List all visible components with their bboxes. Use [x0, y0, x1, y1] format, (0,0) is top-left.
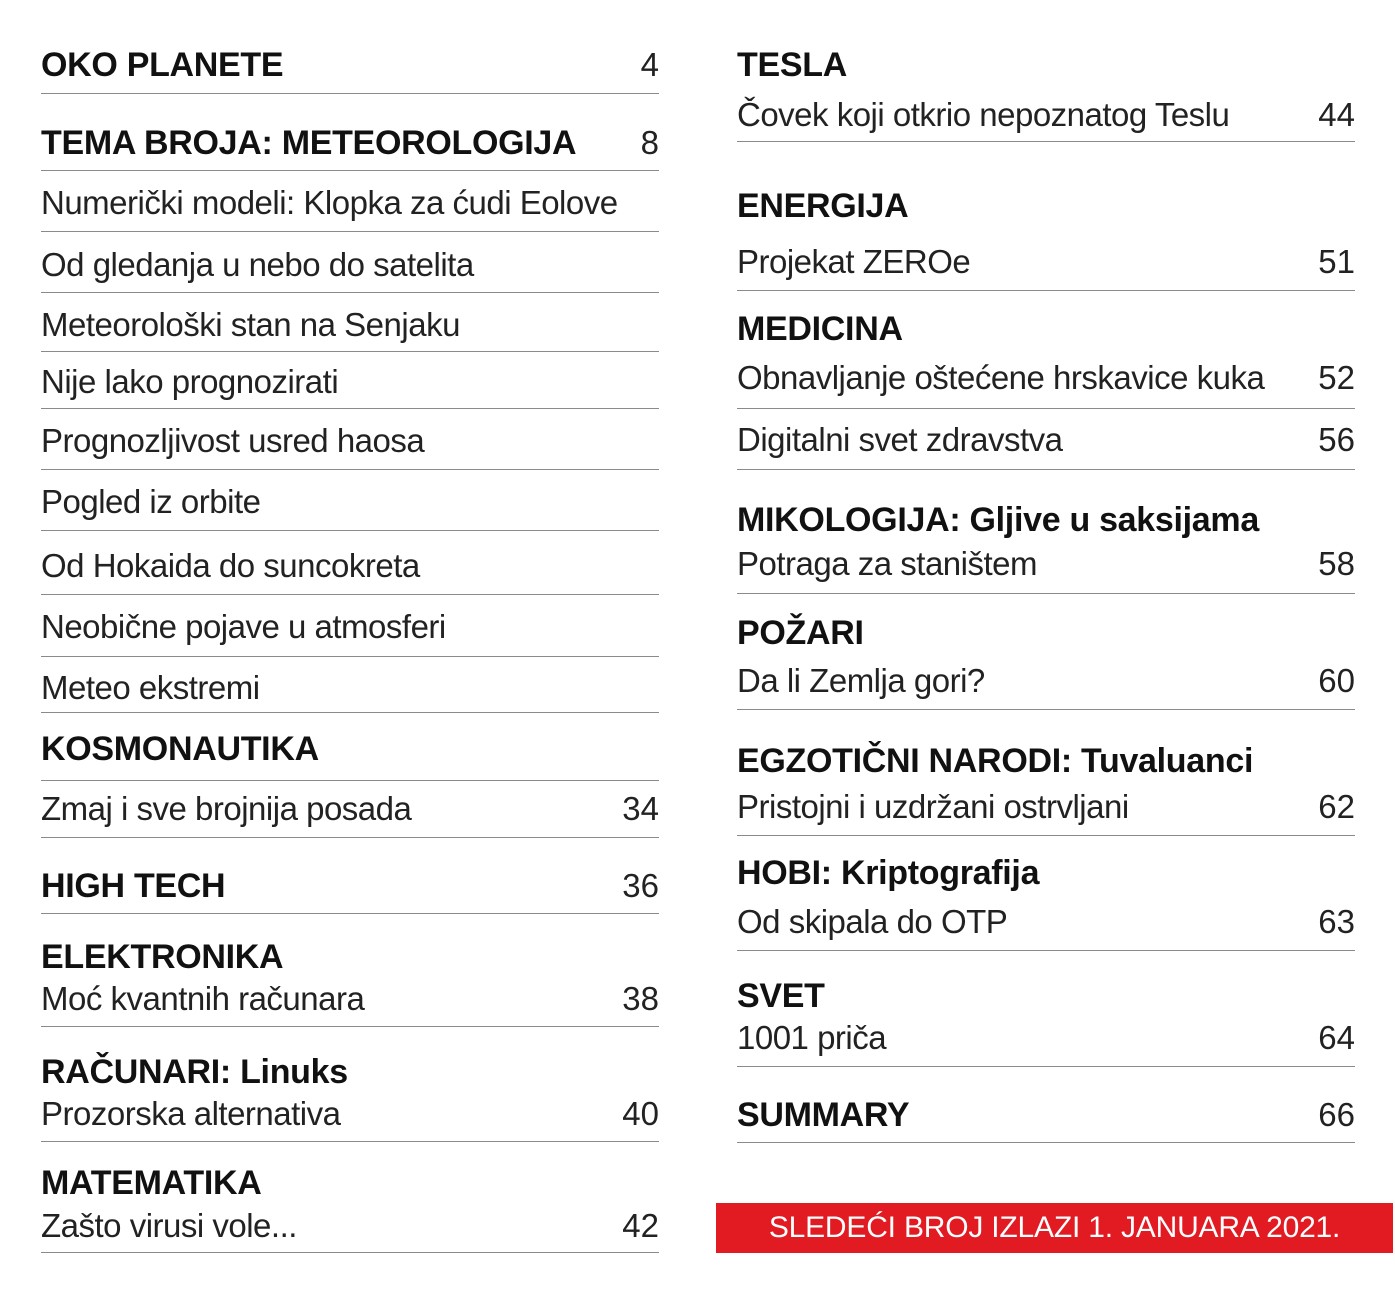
divider [41, 837, 659, 838]
article-title: Potraga za staništem [737, 545, 1037, 582]
section-heading-energija [737, 187, 1355, 226]
section-heading: EGZOTIČNI NARODI: Tuvaluanci [737, 742, 1254, 780]
section-heading-kosmonautika [41, 730, 659, 769]
section-heading-tesla [737, 46, 1355, 85]
divider [41, 408, 659, 409]
section-heading: ELEKTRONIKA [41, 938, 284, 976]
section-heading: ENERGIJA [737, 187, 909, 225]
article-title: 1001 priča [737, 1019, 887, 1056]
section-heading-hobi [737, 854, 1355, 893]
divider [737, 593, 1355, 594]
toc-item[interactable] [41, 246, 659, 284]
section-heading: MATEMATIKA [41, 1164, 262, 1202]
article-title: Da li Zemlja gori? [737, 662, 985, 699]
divider [41, 351, 659, 352]
divider [41, 170, 659, 171]
section-heading: TESLA [737, 46, 847, 84]
article-title: Zmaj i sve brojnija posada [41, 790, 412, 827]
article-title: Od gledanja u nebo do satelita [41, 246, 474, 283]
section-heading: SVET [737, 977, 825, 1015]
section-heading-mikologija [737, 501, 1355, 540]
toc-item[interactable] [41, 547, 659, 585]
toc-item[interactable] [41, 669, 659, 707]
article-title: Obnavljanje oštećene hrskavice kuka [737, 359, 1265, 396]
article-title: Digitalni svet zdravstva [737, 421, 1063, 458]
article-title: Od skipala do OTP [737, 903, 1008, 940]
article-title: Neobične pojave u atmosferi [41, 608, 446, 645]
toc-item[interactable] [41, 306, 659, 344]
toc-item[interactable] [737, 243, 1355, 281]
toc-item[interactable] [737, 421, 1355, 459]
divider [41, 594, 659, 595]
page-number: 40 [622, 1095, 659, 1132]
divider [737, 408, 1355, 409]
toc-item[interactable] [41, 483, 659, 521]
article-title: Meteo ekstremi [41, 669, 260, 706]
toc-item[interactable] [41, 363, 659, 401]
toc-item[interactable] [737, 788, 1355, 826]
toc-item[interactable] [41, 608, 659, 646]
divider [41, 1141, 659, 1142]
article-title: Meteorološki stan na Senjaku [41, 306, 460, 343]
page-number: 38 [622, 980, 659, 1017]
toc-item[interactable] [41, 422, 659, 460]
page-number: 58 [1318, 545, 1355, 582]
article-title: Pogled iz orbite [41, 483, 261, 520]
article-title: Zašto virusi vole... [41, 1207, 297, 1244]
divider [41, 231, 659, 232]
toc-item[interactable] [737, 1019, 1355, 1057]
article-title: Projekat ZEROe [737, 243, 971, 280]
divider [737, 709, 1355, 710]
article-title: Čovek koji otkrio nepoznatog Teslu [737, 96, 1230, 133]
section-heading: TEMA BROJA: METEOROLOGIJA [41, 124, 577, 162]
divider [41, 530, 659, 531]
toc-item[interactable] [737, 96, 1355, 134]
section-heading-pozari [737, 614, 1355, 653]
divider [41, 1252, 659, 1253]
section-heading-medicina [737, 310, 1355, 349]
divider [41, 656, 659, 657]
page-number: 4 [640, 46, 659, 83]
page-number: 66 [1318, 1096, 1355, 1133]
toc-item[interactable] [737, 662, 1355, 700]
divider [737, 1142, 1355, 1143]
article-title: Prognozljivost usred haosa [41, 422, 425, 459]
article-title: Numerički modeli: Klopka za ćudi Eolove [41, 184, 618, 221]
page-number: 56 [1318, 421, 1355, 458]
divider [737, 290, 1355, 291]
toc-item[interactable] [41, 980, 659, 1018]
article-title: Pristojni i uzdržani ostrvljani [737, 788, 1129, 825]
toc-entry-oko-planete[interactable] [41, 46, 659, 85]
page-number: 62 [1318, 788, 1355, 825]
article-title: Nije lako prognozirati [41, 363, 339, 400]
divider [737, 1066, 1355, 1067]
article-title: Od Hokaida do suncokreta [41, 547, 420, 584]
page-number: 36 [622, 867, 659, 904]
divider [41, 1026, 659, 1027]
article-title: Moć kvantnih računara [41, 980, 365, 1017]
section-heading: HOBI: Kriptografija [737, 854, 1040, 892]
toc-entry-summary[interactable] [737, 1096, 1355, 1135]
divider [41, 780, 659, 781]
page-number: 51 [1318, 243, 1355, 280]
divider [41, 292, 659, 293]
section-heading-racunari [41, 1053, 659, 1092]
toc-item[interactable] [737, 903, 1355, 941]
section-heading-elektronika [41, 938, 659, 977]
section-heading-svet [737, 977, 1355, 1016]
page-number: 63 [1318, 903, 1355, 940]
divider [737, 950, 1355, 951]
toc-item[interactable] [41, 184, 659, 222]
toc-item[interactable] [737, 545, 1355, 583]
toc-item[interactable] [737, 359, 1355, 397]
divider [41, 712, 659, 713]
section-heading-matematika [41, 1164, 659, 1203]
divider [41, 93, 659, 94]
section-heading: POŽARI [737, 614, 864, 652]
page-number: 64 [1318, 1019, 1355, 1056]
divider [737, 141, 1355, 142]
page-number: 8 [640, 124, 659, 161]
section-heading: KOSMONAUTIKA [41, 730, 319, 768]
divider [41, 469, 659, 470]
section-heading: SUMMARY [737, 1096, 910, 1134]
section-heading: OKO PLANETE [41, 46, 284, 84]
page-number: 52 [1318, 359, 1355, 396]
divider [737, 469, 1355, 470]
toc-entry-tema-broja[interactable] [41, 124, 659, 163]
toc-entry-high-tech[interactable] [41, 867, 659, 906]
page-number: 42 [622, 1207, 659, 1244]
page-number: 34 [622, 790, 659, 827]
section-heading: RAČUNARI: Linuks [41, 1053, 348, 1091]
section-heading-egzoticni [737, 742, 1355, 781]
toc-item[interactable] [41, 1095, 659, 1133]
page-number: 44 [1318, 96, 1355, 133]
section-heading: MEDICINA [737, 310, 903, 348]
divider [41, 913, 659, 914]
section-heading: HIGH TECH [41, 867, 226, 905]
page-number: 60 [1318, 662, 1355, 699]
toc-item[interactable] [41, 1207, 659, 1245]
divider [737, 835, 1355, 836]
section-heading: MIKOLOGIJA: Gljive u saksijama [737, 501, 1259, 539]
toc-item[interactable] [41, 790, 659, 828]
next-issue-banner: SLEDEĆI BROJ IZLAZI 1. JANUARA 2021. [716, 1203, 1393, 1253]
article-title: Prozorska alternativa [41, 1095, 341, 1132]
